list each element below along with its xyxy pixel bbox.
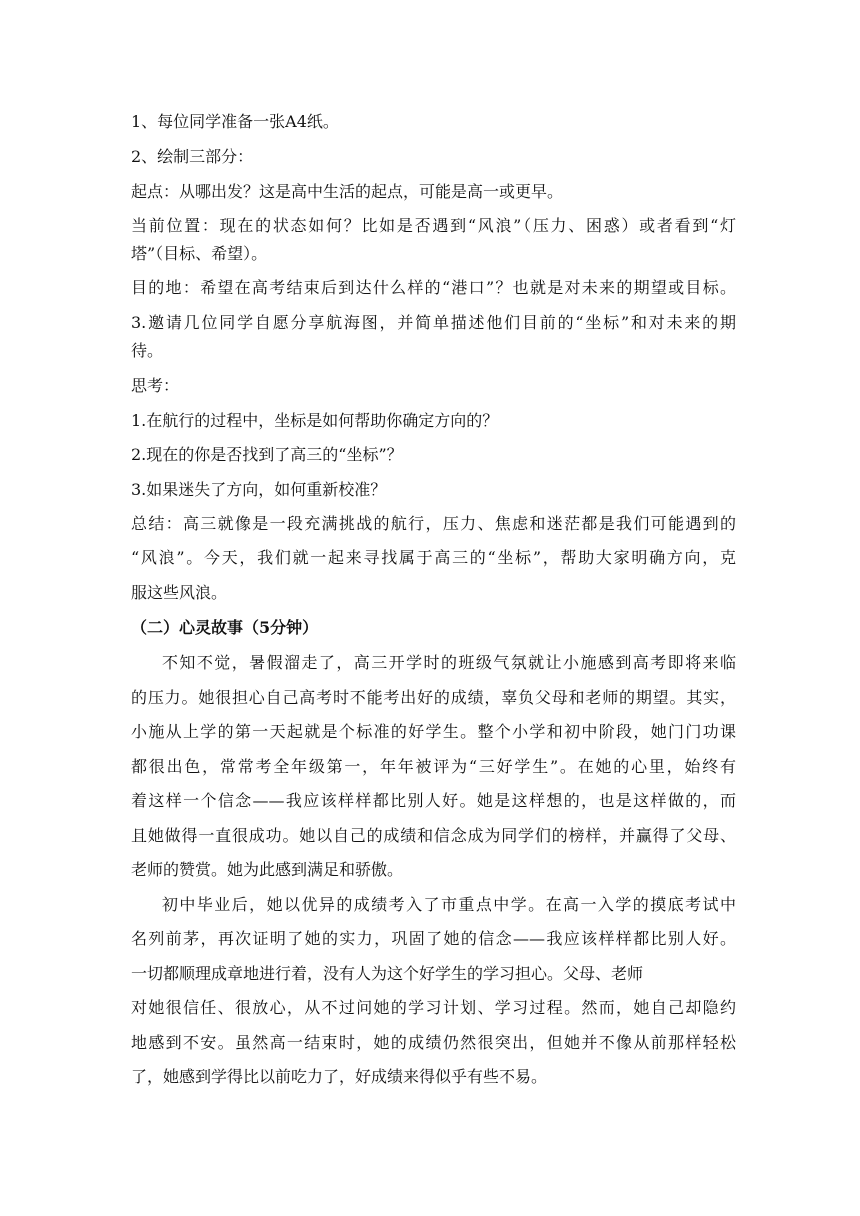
story-paragraph-2-line-2: 名列前茅，再次证明了她的实力，巩固了她的信念——我应该样样都比别人好。 — [131, 929, 736, 948]
story-paragraph-1-line-3: 小施从上学的第一天起就是个标准的好学生。整个小学和初中阶段，她门门功课 — [131, 722, 736, 741]
start-point-text: 起点：从哪出发？这是高中生活的起点，可能是高一或更早。 — [131, 182, 564, 201]
story-paragraph-1-line-1: 不知不觉，暑假溜走了，高三开学时的班级气氛就让小施感到高考即将来临 — [162, 653, 736, 672]
section-heading: （二）心灵故事（5分钟） — [131, 618, 319, 637]
story-paragraph-2-line-3: 一切都顺理成章地进行着，没有人为这个好学生的学习担心。父母、老师 — [131, 964, 644, 983]
step-2-text: 2、绘制三部分： — [131, 147, 254, 166]
summary-text-line-2: “风浪”。今天，我们就一起来寻找属于高三的“坐标”，帮助大家明确方向，克 — [131, 548, 736, 567]
question-3-text: 3.如果迷失了方向，如何重新校准？ — [131, 480, 387, 499]
story-paragraph-2-line-4: 对她很信任、很放心，从不过问她的学习计划、学习过程。然而，她自己却隐约 — [131, 998, 736, 1017]
story-paragraph-1-line-6: 且她做得一直很成功。她以自己的成绩和信念成为同学们的榜样，并赢得了父母、 — [131, 826, 736, 845]
story-paragraph-1-line-5: 着这样一个信念——我应该样样都比别人好。她是这样想的，也是这样做的，而 — [131, 791, 736, 810]
question-1-text: 1.在航行的过程中，坐标是如何帮助你确定方向的？ — [131, 411, 499, 430]
story-paragraph-2-line-1: 初中毕业后，她以优异的成绩考入了市重点中学。在高一入学的摸底考试中 — [162, 895, 736, 914]
story-paragraph-1-line-2: 的压力。她很担心自己高考时不能考出好的成绩，辜负父母和老师的期望。其实， — [131, 688, 736, 707]
story-paragraph-1-line-4: 都很出色，常常考全年级第一，年年被评为“三好学生”。在她的心里，始终有 — [131, 757, 736, 776]
summary-text-line-3: 服这些风浪。 — [131, 583, 228, 602]
step-3-text-line-1: 3.邀请几位同学自愿分享航海图，并简单描述他们目前的“坐标”和对未来的期 — [131, 313, 736, 332]
story-paragraph-2-line-5: 地感到不安。虽然高一结束时，她的成绩仍然很突出，但她并不像从前那样轻松 — [131, 1033, 736, 1052]
question-2-text: 2.现在的你是否找到了高三的“坐标”？ — [131, 445, 403, 464]
summary-text-line-1: 总结：高三就像是一段充满挑战的航行，压力、焦虑和迷茫都是我们可能遇到的 — [131, 514, 736, 533]
story-paragraph-1-line-7: 老师的赞赏。她为此感到满足和骄傲。 — [131, 860, 404, 879]
step-1-text: 1、每位同学准备一张A4纸。 — [131, 112, 339, 131]
current-position-text-line-2: 塔”（目标、希望）。 — [131, 244, 268, 263]
step-3-text-line-2: 待。 — [131, 341, 164, 360]
reflection-heading: 思考： — [131, 376, 180, 395]
destination-text: 目的地：希望在高考结束后到达什么样的“港口”？也就是对未来的期望或目标。 — [131, 278, 736, 297]
current-position-text-line-1: 当前位置：现在的状态如何？比如是否遇到“风浪”（压力、困惑）或者看到“灯 — [131, 216, 736, 235]
story-paragraph-2-line-6: 了，她感到学得比以前吃力了，好成绩来得似乎有些不易。 — [131, 1067, 548, 1086]
